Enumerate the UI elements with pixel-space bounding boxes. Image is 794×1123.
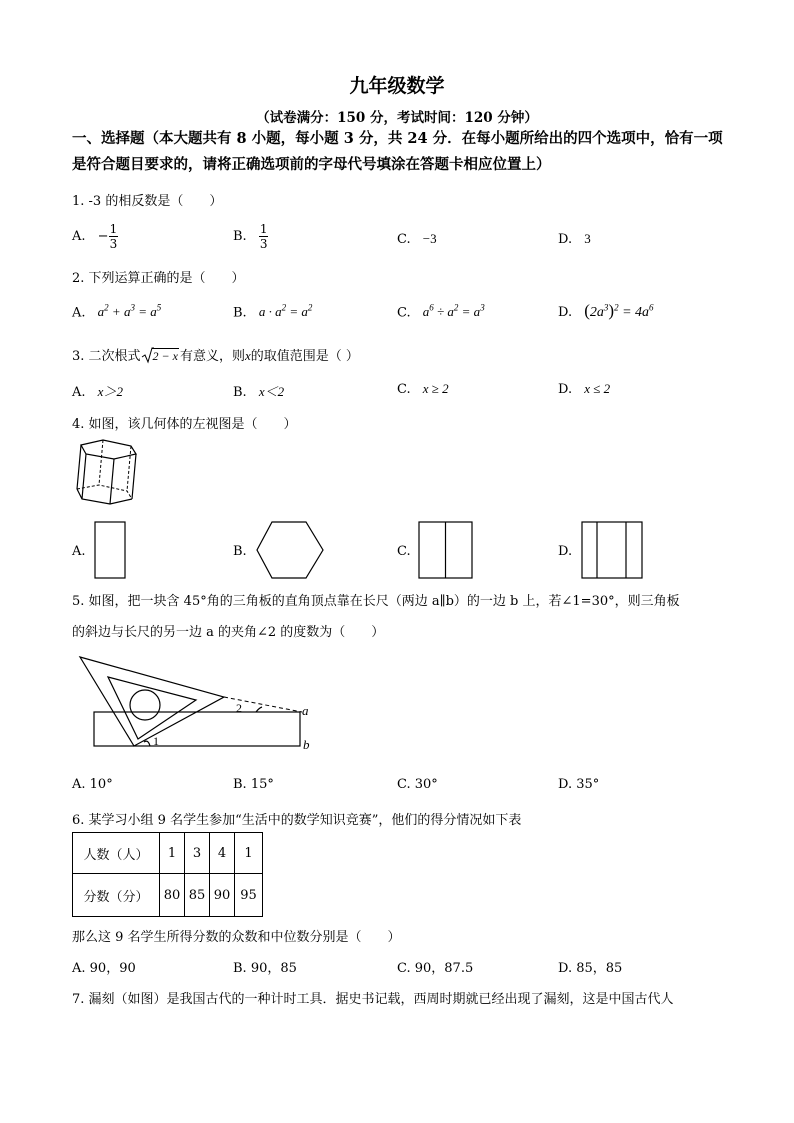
q6-option-a: A. 90，90	[72, 961, 136, 976]
option-value: −3	[422, 231, 437, 246]
table-header-cell: 人数（人）	[73, 833, 160, 874]
fraction: $\frac{1}{3}$	[259, 222, 268, 251]
table-cell: 1	[235, 833, 263, 874]
q3-option-a: A. x＞2	[72, 384, 123, 400]
expression-a6-div-a2-eq-a3: $a^6 \div a^2 = a^3$	[422, 303, 485, 320]
q1-stem: 1. -3 的相反数是（ ）	[72, 194, 223, 209]
table-cell: 90	[210, 874, 235, 917]
q4-option-a-figure	[94, 521, 126, 579]
q6-option-c: C. 90，87.5	[397, 961, 474, 976]
expression-a-times-a2-eq-a2: $a \cdot a^2 = a^2$	[258, 303, 313, 320]
q2-option-a: A. $a^2 + a^3 = a^5$	[72, 303, 162, 321]
q6-stem: 6. 某学习小组 9 名学生参加“生活中的数学知识竞赛”，他们的得分情况如下表	[72, 813, 522, 828]
ruler-triangle-figure	[78, 655, 328, 755]
q3-stem: 3. 二次根式 2 − x 有意义，则x的取值范围是（ ）	[72, 348, 359, 364]
q5-option-c: C. 30°	[397, 777, 438, 792]
expression-2a3-squared-eq-4a6: $(2a^3)^2 = 4a^6$	[584, 301, 654, 320]
fraction: $\frac{1}{3}$	[109, 222, 118, 251]
table-cell: 1	[160, 833, 185, 874]
q4-option-b-label: B.	[233, 544, 247, 559]
fig-angle-1: 1	[153, 734, 159, 748]
table-row	[73, 874, 263, 917]
q4-option-d-figure	[581, 521, 643, 579]
section-1-heading: 一、选择题（本大题共有 8 小题，每小题 3 分，共 24 分．在每小题所给出的四个选项中，恰有一项是符合题目要求的，请将正确选项前的字母代号填涂在答题卡相应位置上）	[72, 130, 723, 173]
option-label: B.	[233, 229, 247, 244]
q4-option-c-label: C.	[397, 544, 411, 559]
q2-option-b: B. $a \cdot a^2 = a^2$	[233, 303, 313, 321]
table-header-cell: 分数（分）	[73, 874, 160, 917]
q6-option-b: B. 90，85	[233, 961, 297, 976]
q1-option-c	[397, 231, 437, 247]
q3-option-b: B. x＜2	[233, 384, 285, 400]
q5-option-a: A. 10°	[72, 777, 113, 792]
table-cell: 85	[185, 874, 210, 917]
q5-option-b: B. 15°	[233, 777, 274, 792]
fig-angle-2: 2	[236, 701, 242, 715]
q1-option-a	[72, 222, 118, 251]
q1-option-b	[233, 222, 268, 251]
option-label: C.	[397, 232, 411, 247]
q5-option-d: D. 35°	[558, 777, 600, 792]
expression-a2-plus-a3-eq-a5: $a^2 + a^3 = a^5$	[97, 303, 162, 320]
q6-option-d: D. 85，85	[558, 961, 623, 976]
q7-stem: 7. 漏刻（如图）是我国古代的一种计时工具．据史书记载，西周时期就已经出现了漏刻，这是中国古代人	[72, 992, 674, 1007]
option-label: D.	[558, 232, 573, 247]
q5-stem-line-2: 的斜边与长尺的另一边 a 的夹角∠2 的度数为（ ）	[72, 625, 385, 640]
q1-option-d	[558, 231, 591, 247]
table-cell: 4	[210, 833, 235, 874]
exam-info: （试卷满分：150 分，考试时间：120 分钟）	[256, 110, 538, 126]
q4-option-a-label: A.	[72, 544, 86, 559]
q3-option-d: D. x ≤ 2	[558, 381, 611, 397]
fig-label-a: a	[302, 703, 309, 718]
q4-option-c-figure	[418, 521, 473, 579]
page-title: 九年级数学	[349, 75, 445, 97]
q4-stem: 4. 如图，该几何体的左视图是（ ）	[72, 417, 297, 432]
q6-followup: 那么这 9 名学生所得分数的众数和中位数分别是（ ）	[72, 930, 401, 945]
q4-option-b-hexagon-figure	[256, 521, 326, 581]
score-table	[72, 832, 263, 917]
option-label: A.	[72, 229, 86, 244]
q2-stem: 2. 下列运算正确的是（ ）	[72, 271, 245, 286]
q3-option-c: C. x ≥ 2	[397, 381, 449, 397]
table-row	[73, 833, 263, 874]
q4-option-d-label: D.	[558, 544, 573, 559]
table-cell: 3	[185, 833, 210, 874]
table-cell: 95	[235, 874, 263, 917]
q2-option-d: D. $(2a^3)^2 = 4a^6$	[558, 301, 654, 320]
square-root: 2 − x	[142, 349, 179, 364]
hexagonal-prism-figure	[73, 440, 143, 510]
table-cell: 80	[160, 874, 185, 917]
fig-label-b: b	[303, 737, 310, 752]
q5-stem-line-1: 5. 如图，把一块含 45°角的三角板的直角顶点靠在长尺（两边 a∥b）的一边 b 上，若∠1=30°，则三角板	[72, 594, 680, 609]
minus-sign: −	[97, 229, 109, 244]
option-value: 3	[584, 231, 591, 246]
q2-option-c: C. $a^6 \div a^2 = a^3$	[397, 303, 485, 321]
